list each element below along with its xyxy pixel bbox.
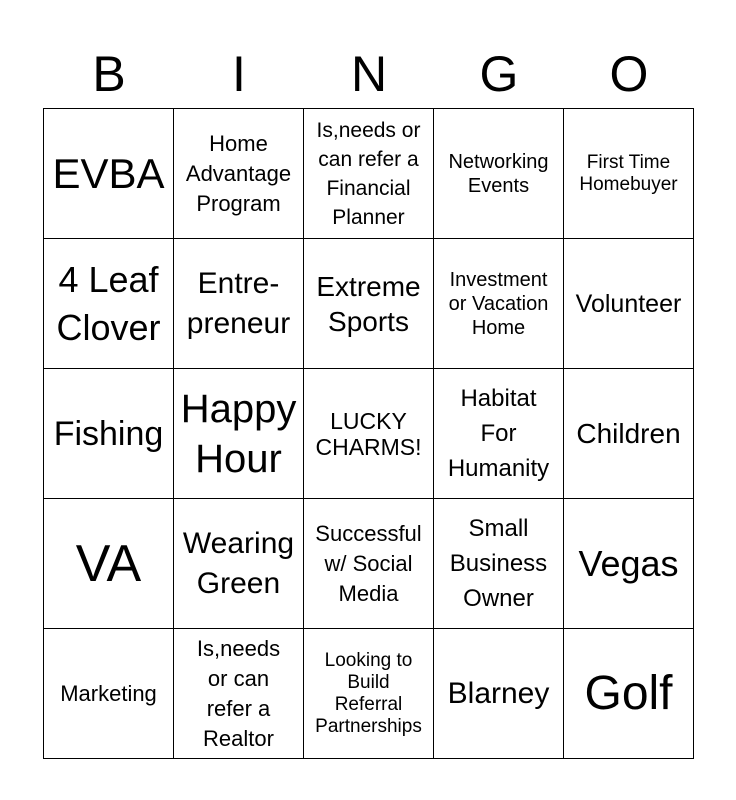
bingo-cell[interactable]: Is,needs or can refer a Realtor: [174, 629, 304, 759]
bingo-cell[interactable]: Happy Hour: [174, 369, 304, 499]
bingo-cell[interactable]: Investment or Vacation Home: [434, 239, 564, 369]
header-letter-b: B: [92, 46, 126, 102]
bingo-cell[interactable]: Golf: [564, 629, 694, 759]
bingo-cell[interactable]: Small Business Owner: [434, 499, 564, 629]
bingo-cell[interactable]: Extreme Sports: [304, 239, 434, 369]
bingo-cell[interactable]: Looking to Build Referral Partnerships: [304, 629, 434, 759]
bingo-cell[interactable]: LUCKY CHARMS!: [304, 369, 434, 499]
board-row: [44, 109, 694, 239]
bingo-cell[interactable]: Marketing: [44, 629, 174, 759]
board-row: [44, 239, 694, 369]
header-letter-o: O: [609, 46, 649, 102]
bingo-cell[interactable]: Volunteer: [564, 239, 694, 369]
header-letter-g: G: [479, 46, 519, 102]
bingo-header: [44, 40, 694, 108]
bingo-cell[interactable]: Networking Events: [434, 109, 564, 239]
bingo-cell[interactable]: Fishing: [44, 369, 174, 499]
bingo-cell[interactable]: Is,needs or can refer a Financial Planner: [304, 109, 434, 239]
bingo-cell[interactable]: Vegas: [564, 499, 694, 629]
bingo-cell[interactable]: Successful w/ Social Media: [304, 499, 434, 629]
board-row: [44, 499, 694, 629]
bingo-cell[interactable]: Entre- preneur: [174, 239, 304, 369]
bingo-board: [43, 108, 694, 759]
bingo-cell[interactable]: Habitat For Humanity: [434, 369, 564, 499]
header-letter-n: N: [350, 46, 388, 102]
board-row: [44, 629, 694, 759]
header-letter-i: I: [232, 46, 246, 102]
bingo-cell[interactable]: Children: [564, 369, 694, 499]
bingo-cell[interactable]: Wearing Green: [174, 499, 304, 629]
board-row: [44, 369, 694, 499]
bingo-cell[interactable]: First Time Homebuyer: [564, 109, 694, 239]
bingo-cell[interactable]: Blarney: [434, 629, 564, 759]
bingo-cell[interactable]: VA: [44, 499, 174, 629]
bingo-cell[interactable]: EVBA: [44, 109, 174, 239]
bingo-cell[interactable]: Home Advantage Program: [174, 109, 304, 239]
bingo-cell[interactable]: 4 Leaf Clover: [44, 239, 174, 369]
